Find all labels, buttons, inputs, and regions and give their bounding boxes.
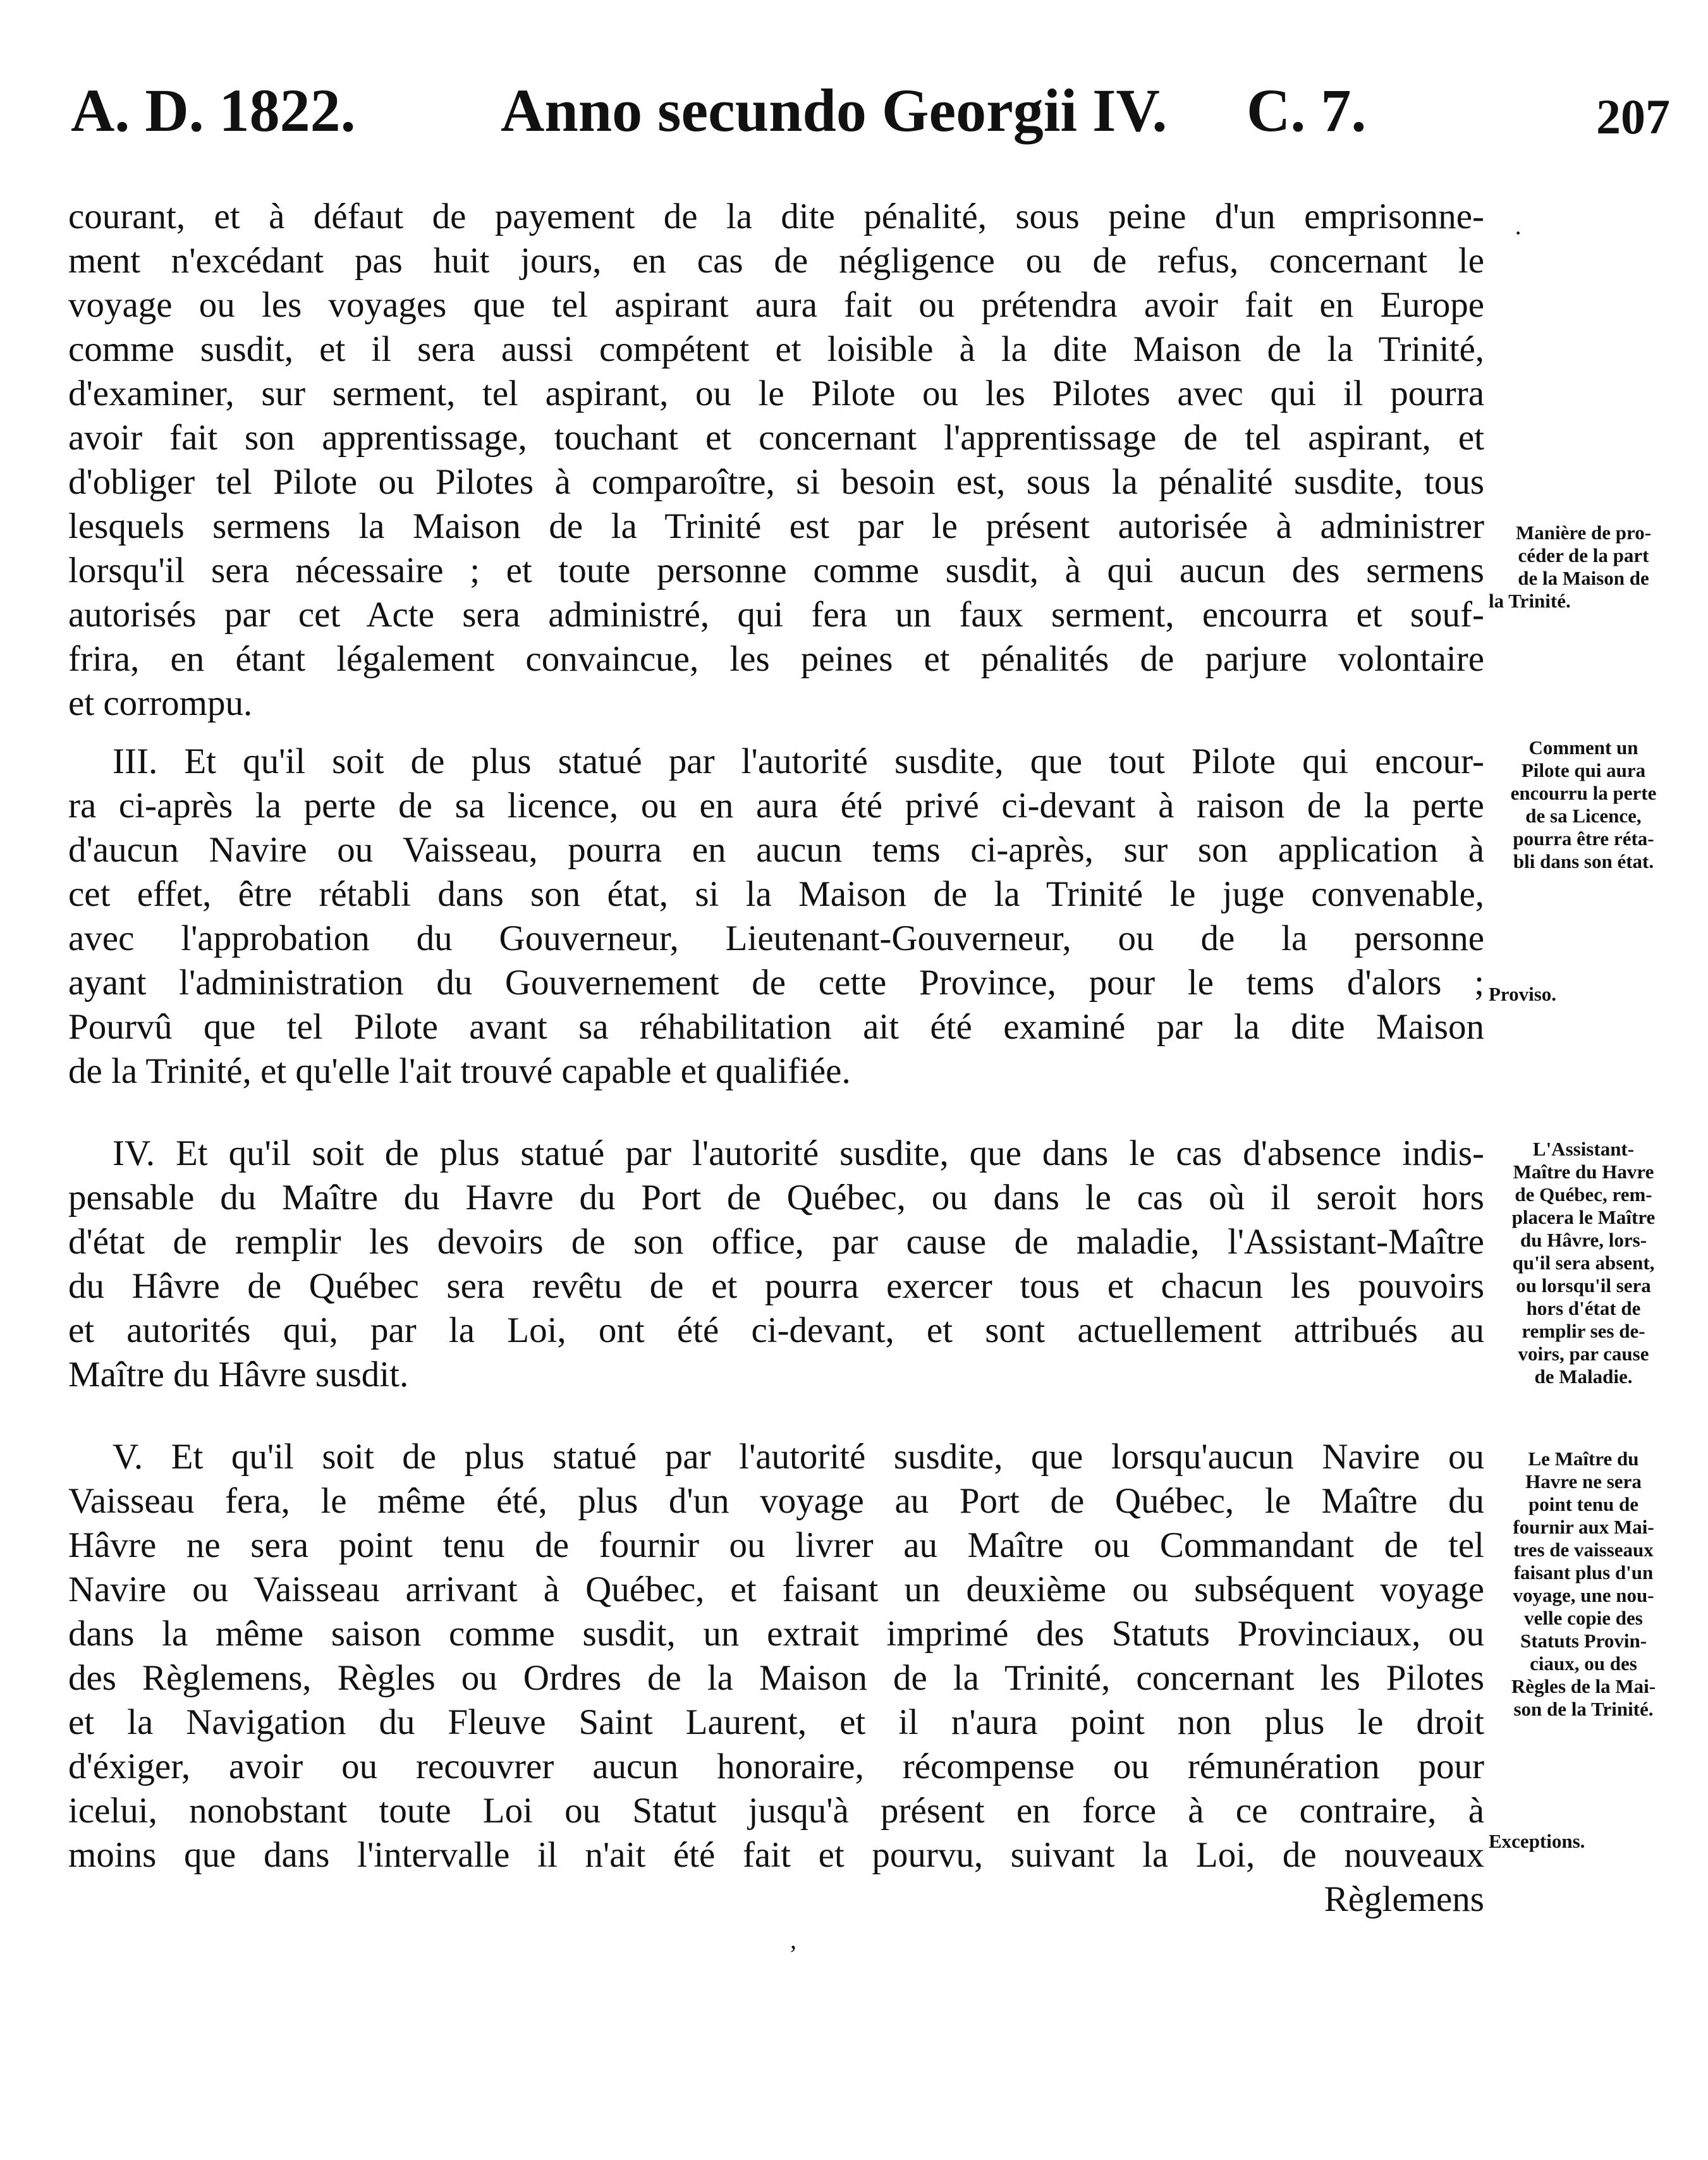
margin-note-line: de la Maison de [1518, 567, 1649, 589]
page-number: 207 [1596, 89, 1670, 144]
catchword: Règlemens [1324, 1879, 1484, 1919]
margin-note-line: velle copie des [1524, 1607, 1643, 1629]
margin-note-line: remplir ses de- [1522, 1320, 1645, 1342]
margin-note-line: qu'il sera absent, [1512, 1252, 1655, 1274]
margin-note-line: Proviso. [1489, 983, 1557, 1005]
text-line: d'état de remplir les devoirs de son office, par cause de maladie, l'Assistant-Maître [68, 1222, 1484, 1262]
margin-note-line: pourra être réta- [1513, 827, 1654, 850]
text-line: d'obliger tel Pilote ou Pilotes à comparoître, si besoin est, sous la pénalité susdite, tous [68, 462, 1484, 502]
margin-note-line: Exceptions. [1489, 1830, 1585, 1852]
text-line: d'examiner, sur serment, tel aspirant, ou le Pilote ou les Pilotes avec qui il pourra [68, 374, 1484, 413]
text-line: d'éxiger, avoir ou recouvrer aucun honoraire, récompense ou rémunération pour [68, 1747, 1484, 1786]
text-line: avec l'approbation du Gouverneur, Lieutenant-Gouverneur, ou de la personne [68, 918, 1484, 958]
text-line: pensable du Maître du Havre du Port de Québec, ou dans le cas où il seroit hors [68, 1178, 1484, 1217]
text-line: Pourvû que tel Pilote avant sa réhabilitation ait été examiné par la dite Maison [68, 1007, 1484, 1047]
paragraph-continuation [68, 195, 1484, 726]
margin-note-line: fournir aux Mai- [1513, 1516, 1654, 1538]
text-line: lorsqu'il sera nécessaire ; et toute personne comme susdit, à qui aucun des sermens [68, 551, 1484, 590]
margin-note-pilot-reinstatement [1489, 736, 1678, 873]
text-line: III. Et qu'il soit de plus statué par l'autorité susdite, que tout Pilote qui encour- [113, 741, 1484, 781]
margin-note-line: encourru la perte [1510, 782, 1657, 804]
text-line: dans la même saison comme susdit, un extrait imprimé des Statuts Provinciaux, ou [68, 1614, 1484, 1654]
text-line: des Règlemens, Règles ou Ordres de la Maison de la Trinité, concernant les Pilotes [68, 1658, 1484, 1698]
text-line: Navire ou Vaisseau arrivant à Québec, et faisant un deuxième ou subséquent voyage [68, 1570, 1484, 1609]
text-line: de la Trinité, et qu'elle l'ait trouvé capable et qualifiée. [68, 1051, 851, 1091]
text-line: et corrompu. [68, 683, 253, 723]
text-line: lesquels sermens la Maison de la Trinité est par le présent autorisée à administrer [68, 506, 1484, 546]
text-line: cet effet, être rétabli dans son état, si la Maison de la Trinité le juge convenable, [68, 874, 1484, 914]
text-line: Vaisseau fera, le même été, plus d'un voyage au Port de Québec, le Maître du [68, 1481, 1484, 1521]
stray-mark: · [1514, 219, 1523, 247]
text-line: Hâvre ne sera point tenu de fournir ou livrer au Maître ou Commandant de tel [68, 1525, 1484, 1565]
margin-note-line: la Trinité. [1489, 590, 1571, 612]
running-header [71, 76, 1670, 158]
text-line: autorisés par cet Acte sera administré, qui fera un faux serment, encourra et souf- [68, 595, 1484, 635]
text-line: ment n'excédant pas huit jours, en cas de négligence ou de refus, concernant le [68, 241, 1484, 281]
margin-note-line: de sa Licence, [1525, 805, 1642, 827]
text-line: avoir fait son apprentissage, touchant et concernant l'apprentissage de tel aspirant, et [68, 418, 1484, 458]
header-chapter: C. 7. [1247, 76, 1367, 144]
margin-note-line: ou lorsqu'il sera [1516, 1274, 1651, 1297]
margin-note-assistant-master [1489, 1138, 1678, 1388]
text-line: moins que dans l'intervalle il n'ait été fait et pourvu, suivant la Loi, de nouveaux [68, 1835, 1484, 1875]
header-year: A. D. 1822. [71, 76, 356, 144]
margin-note-line: son de la Trinité. [1513, 1698, 1654, 1720]
text-line: Maître du Hâvre susdit. [68, 1355, 409, 1394]
margin-note-line: L'Assistant- [1532, 1138, 1635, 1160]
margin-note-harbour-master [1489, 1448, 1678, 1721]
margin-note-procedure [1489, 522, 1678, 613]
text-line: d'aucun Navire ou Vaisseau, pourra en aucun tems ci-après, sur son application à [68, 830, 1484, 870]
margin-note-line: point tenu de [1528, 1493, 1638, 1515]
margin-note-line: Havre ne sera [1525, 1470, 1642, 1492]
stray-mark: , [790, 1925, 796, 1954]
margin-note-line: faisant plus d'un [1513, 1561, 1654, 1583]
header-regnal-year: Anno secundo Georgii IV. [501, 76, 1168, 144]
margin-note-line: de Québec, rem- [1515, 1183, 1652, 1205]
margin-note-exceptions [1489, 1830, 1678, 1853]
text-line: ayant l'administration du Gouvernement de cette Province, pour le tems d'alors ; [68, 963, 1484, 1003]
margin-note-line: du Hâvre, lors- [1520, 1229, 1647, 1251]
margin-note-line: Le Maître du [1528, 1448, 1639, 1470]
margin-note-line: Comment un [1528, 736, 1638, 759]
margin-note-line: Maître du Havre [1513, 1161, 1654, 1183]
margin-note-line: tres de vaisseaux [1513, 1539, 1654, 1561]
text-line: et autorités qui, par la Loi, ont été ci-devant, et sont actuellement attribués au [68, 1310, 1484, 1350]
margin-note-line: ciaux, ou des [1530, 1652, 1637, 1675]
margin-note-line: Règles de la Mai- [1511, 1675, 1656, 1697]
text-line: courant, et à défaut de payement de la dite pénalité, sous peine d'un emprisonne- [68, 197, 1484, 236]
text-line: IV. Et qu'il soit de plus statué par l'autorité susdite, que dans le cas d'absence indis- [113, 1133, 1484, 1173]
section-III [68, 740, 1484, 1094]
text-line: et la Navigation du Fleuve Saint Laurent, et il n'aura point non plus le droit [68, 1702, 1484, 1742]
text-line: V. Et qu'il soit de plus statué par l'autorité susdite, que lorsqu'aucun Navire ou [113, 1437, 1484, 1477]
margin-note-line: Manière de pro- [1515, 522, 1652, 544]
text-line: ra ci-après la perte de sa licence, ou en aura été privé ci-devant à raison de la perte [68, 786, 1484, 826]
text-line: du Hâvre de Québec sera revêtu de et pourra exercer tous et chacun les pouvoirs [68, 1266, 1484, 1306]
text-line: voyage ou les voyages que tel aspirant aura fait ou prétendra avoir fait en Europe [68, 285, 1484, 325]
margin-note-line: bli dans son état. [1513, 850, 1654, 872]
margin-note-line: hors d'état de [1526, 1297, 1641, 1319]
section-IV [68, 1132, 1484, 1397]
text-line: frira, en étant légalement convaincue, les peines et pénalités de parjure volontaire [68, 639, 1484, 679]
margin-note-line: voirs, par cause [1518, 1343, 1649, 1365]
section-V [68, 1435, 1484, 1922]
text-line: comme susdit, et il sera aussi compétent et loisible à la dite Maison de la Trinité, [68, 329, 1484, 369]
margin-note-line: voyage, une nou- [1513, 1584, 1654, 1606]
margin-note-line: de Maladie. [1534, 1365, 1633, 1388]
text-line: icelui, nonobstant toute Loi ou Statut jusqu'à présent en force à ce contraire, à [68, 1791, 1484, 1831]
margin-note-line: placera le Maître [1511, 1206, 1656, 1228]
margin-note-line: Pilote qui aura [1521, 759, 1646, 781]
margin-note-proviso [1489, 983, 1678, 1006]
margin-note-line: Statuts Provin- [1520, 1630, 1647, 1652]
margin-note-line: céder de la part [1518, 544, 1649, 566]
